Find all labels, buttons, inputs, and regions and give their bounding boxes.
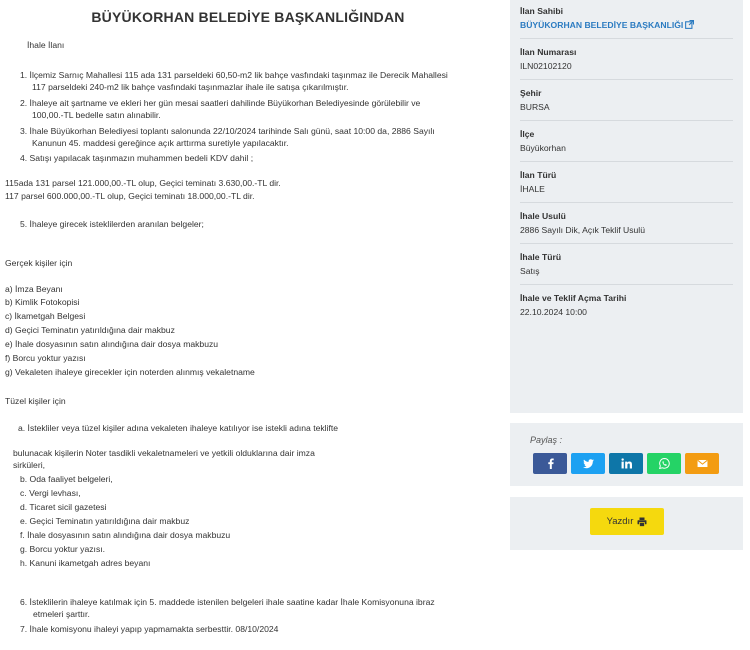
info-label: İlan Sahibi (520, 6, 563, 16)
owner-link-text[interactable]: BÜYÜKORHAN BELEDİYE BAŞKANLIĞI (520, 20, 684, 30)
doc-line: 3. İhale Büyükorhan Belediyesi toplantı salonunda 22/10/2024 tarihinde Salı günü, saat 10:00 da, 2886 Sayılı (20, 126, 435, 136)
divider (520, 202, 733, 203)
external-link-icon (685, 20, 694, 29)
info-listing-number (520, 47, 735, 72)
doc-line: g) Vekaleten ihaleye girecekler için noterden alınmış vekaletname (5, 367, 255, 377)
doc-line: 117 parseldeki 240-m2 lik bahçe vasfındaki taşınmazlar ihale ile satışa çıkarılmıştır. (32, 82, 349, 92)
doc-line: d) Geçici Teminatın yatırıldığına dair makbuz (5, 325, 175, 335)
owner-link[interactable] (520, 20, 735, 31)
info-value: Büyükorhan (520, 143, 566, 153)
doc-line: e. Geçici Teminatın yatırıldığına dair makbuz (20, 516, 190, 526)
info-tender-method (520, 211, 735, 236)
info-owner (520, 6, 735, 31)
print-button[interactable] (590, 508, 664, 535)
doc-line: Kanunun 45. maddesi gereğince açık arttırma suretiyle yapılacaktır. (32, 138, 289, 148)
info-value: İHALE (520, 184, 545, 194)
print-button-label: Yazdır (606, 516, 634, 527)
info-value: Satış (520, 266, 540, 276)
share-facebook-button[interactable] (533, 453, 567, 474)
divider (520, 79, 733, 80)
doc-line: 1. İlçemiz Sarnıç Mahallesi 115 ada 131 parseldeki 60,50-m2 lik bahçe vasfındaki taşınmaz ile Derecik Mahallesi (20, 70, 448, 80)
linkedin-icon (621, 458, 632, 469)
info-value: ILN02102120 (520, 61, 572, 71)
divider (520, 243, 733, 244)
info-opening-date (520, 293, 735, 318)
doc-line: b. Oda faaliyet belgeleri, (20, 474, 113, 484)
email-icon (697, 458, 708, 469)
doc-line: e) İhale dosyasının satın alındığına dair dosya makbuzu (5, 339, 219, 349)
doc-line: İhale İlanı (27, 40, 65, 50)
listing-info-panel (510, 0, 743, 413)
share-label: Paylaş : (530, 435, 563, 445)
doc-line: h. Kanuni ikametgah adres beyanı (20, 558, 151, 568)
doc-line: f) Borcu yoktur yazısı (5, 353, 86, 363)
info-listing-type (520, 170, 735, 195)
doc-line: Gerçek kişiler için (5, 258, 73, 268)
doc-line: 2. İhaleye ait şartname ve ekleri her gün mesai saatleri dahilinde Büyükorhan Belediyesinde görülebilir ve (20, 98, 421, 108)
facebook-icon (545, 458, 556, 469)
doc-line: 100,00.-TL bedelle satın alınabilir. (32, 110, 161, 120)
doc-line: 7. İhale komisyonu ihaleyi yapıp yapmamakta serbesttir. 08/10/2024 (20, 624, 279, 634)
doc-line: sirküleri, (13, 460, 45, 470)
share-whatsapp-button[interactable] (647, 453, 681, 474)
doc-line: b) Kimlik Fotokopisi (5, 297, 80, 307)
info-district (520, 129, 735, 154)
doc-line: c. Vergi levhası, (20, 488, 81, 498)
doc-line: g. Borcu yoktur yazısı. (20, 544, 106, 554)
info-label: İhale ve Teklif Açma Tarihi (520, 293, 627, 303)
doc-line: 4. Satışı yapılacak taşınmazın muhammen bedeli KDV dahil ; (20, 153, 254, 163)
print-panel (510, 497, 743, 550)
doc-line: 115ada 131 parsel 121.000,00.-TL olup, Geçici teminatı 3.630,00.-TL dir. (5, 178, 281, 188)
divider (520, 284, 733, 285)
divider (520, 120, 733, 121)
info-value: 22.10.2024 10:00 (520, 307, 587, 317)
doc-line: c) İkametgah Belgesi (5, 311, 86, 321)
doc-line: 5. İhaleye girecek isteklilerden aranılan belgeler; (20, 219, 204, 229)
info-value: 2886 Sayılı Dik, Açık Teklif Usulü (520, 225, 645, 235)
info-value: BURSA (520, 102, 550, 112)
info-label: İlçe (520, 129, 535, 139)
doc-line: a. İstekliler veya tüzel kişiler adına vekaleten ihaleye katılıyor ise istekli adına teklifte (18, 423, 339, 433)
doc-line: bulunacak kişilerin Noter tasdikli vekaletnameleri ve yetkili olduklarına dair imza (13, 448, 315, 458)
info-label: İhale Usulü (520, 211, 566, 221)
divider (520, 38, 733, 39)
info-tender-type (520, 252, 735, 277)
share-email-button[interactable] (685, 453, 719, 474)
share-panel (510, 423, 743, 486)
doc-line: etmeleri şarttır. (33, 609, 90, 619)
doc-line: a) İmza Beyanı (5, 284, 63, 294)
info-label: Şehir (520, 88, 542, 98)
info-label: İhale Türü (520, 252, 562, 262)
doc-line: d. Ticaret sicil gazetesi (20, 502, 107, 512)
share-twitter-button[interactable] (571, 453, 605, 474)
info-label: İlan Numarası (520, 47, 577, 57)
share-linkedin-button[interactable] (609, 453, 643, 474)
divider (520, 161, 733, 162)
doc-line: f. İhale dosyasının satın alındığına dair dosya makbuzu (20, 530, 231, 540)
info-city (520, 88, 735, 113)
info-label: İlan Türü (520, 170, 557, 180)
printer-icon (637, 517, 647, 527)
document-title: BÜYÜKORHAN BELEDİYE BAŞKANLIĞINDAN (91, 9, 405, 25)
doc-line: Tüzel kişiler için (5, 396, 66, 406)
doc-line: 6. İsteklilerin ihaleye katılmak için 5. maddede istenilen belgeleri ihale saatine kadar İhale Komisyonuna ibraz (20, 597, 435, 607)
doc-line: 117 parsel 600.000,00.-TL olup, Geçici teminatı 18.000,00.-TL dir. (5, 191, 255, 201)
twitter-icon (583, 458, 594, 469)
whatsapp-icon (659, 458, 670, 469)
